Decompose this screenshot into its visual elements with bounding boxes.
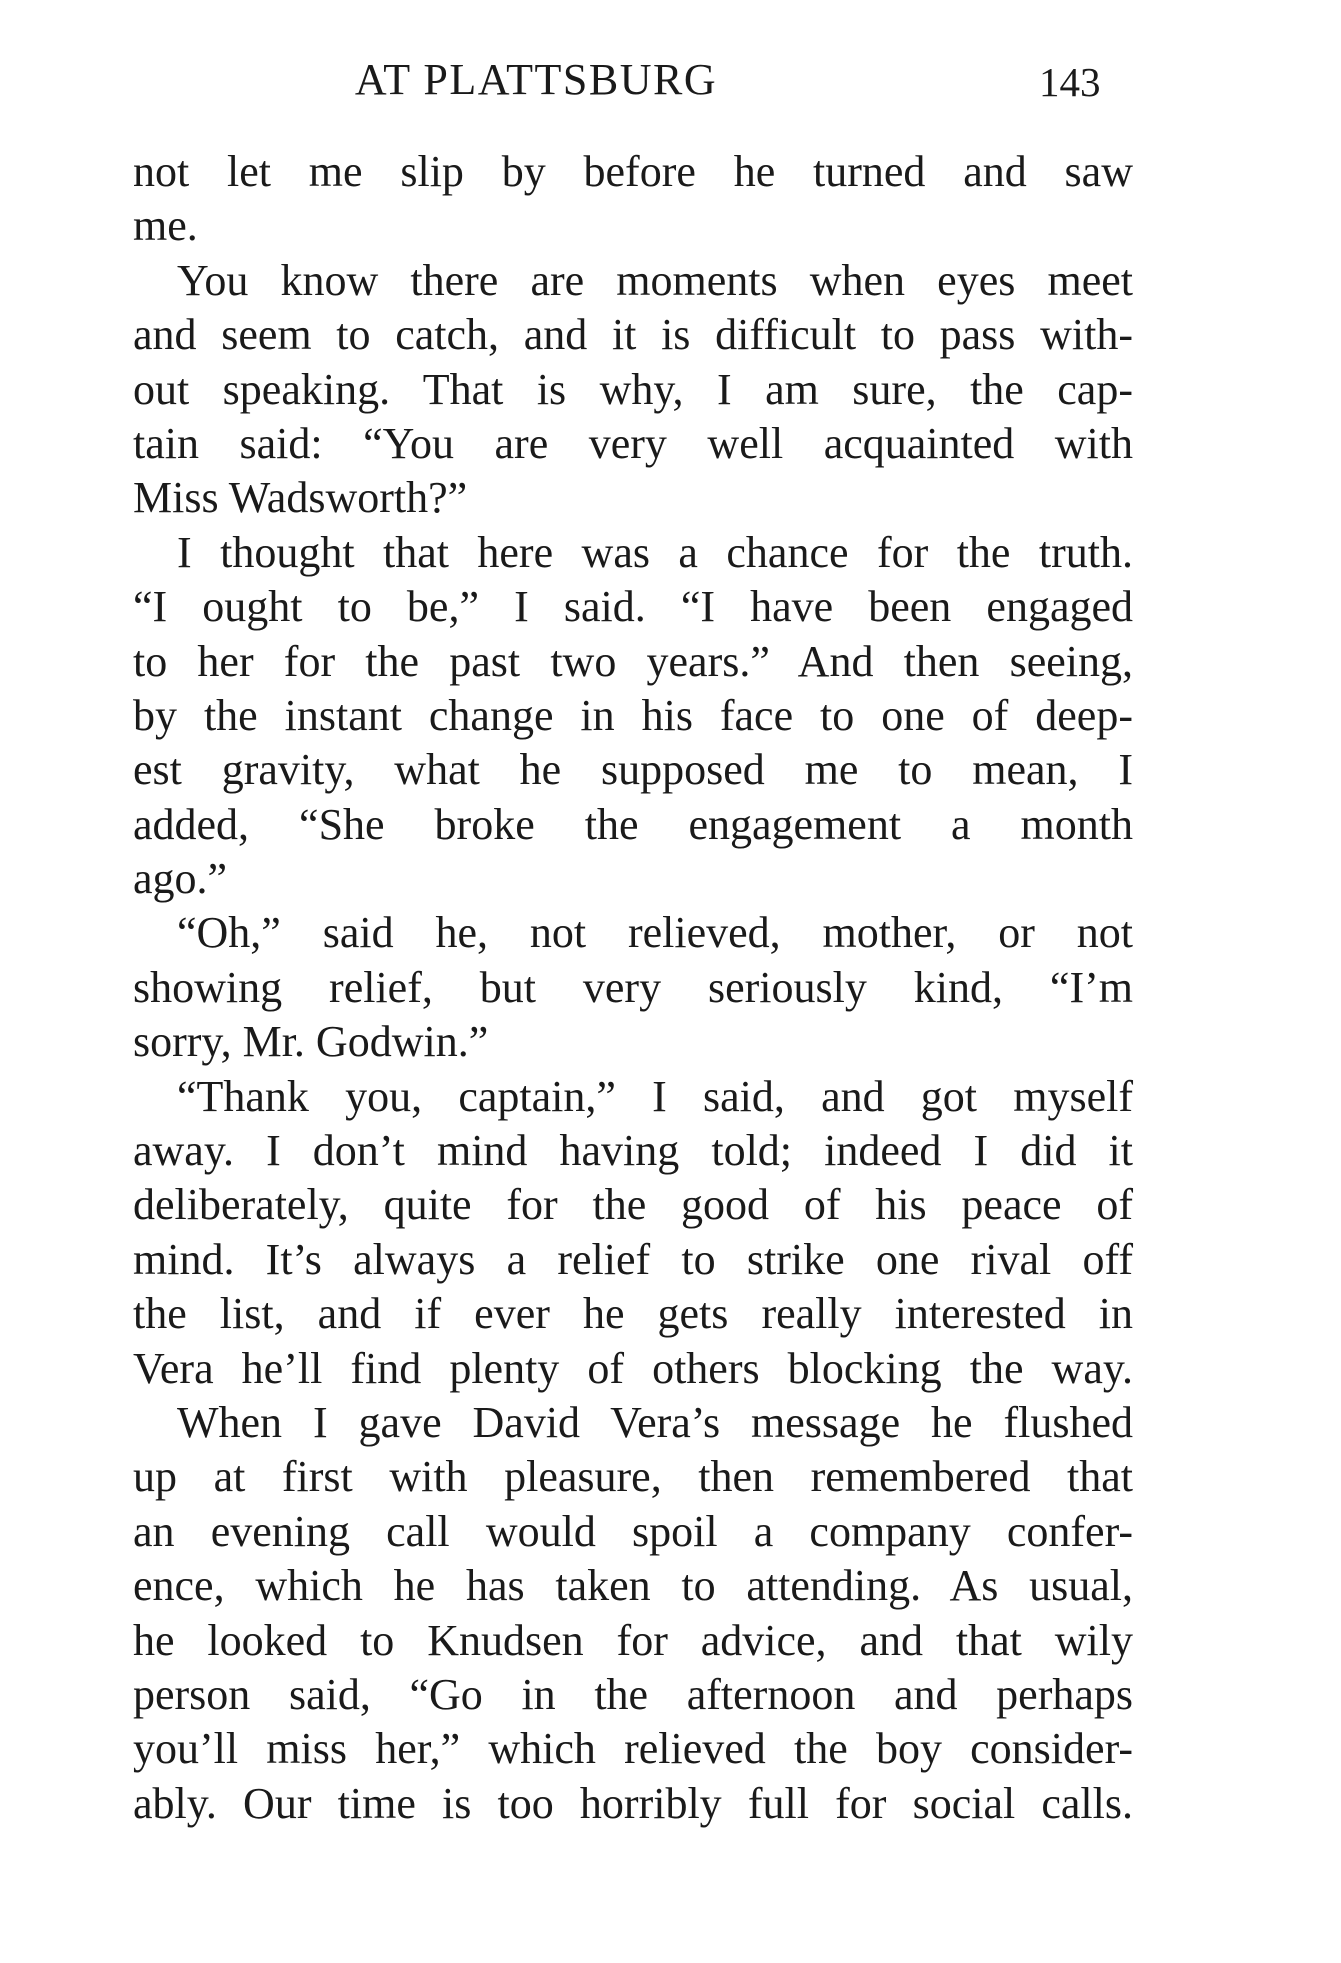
text-line: person said, “Go in the afternoon and perhaps <box>133 1669 1133 1719</box>
text-line: You know there are moments when eyes meet <box>177 255 1133 305</box>
text-line: up at first with pleasure, then remembered that <box>133 1452 1133 1502</box>
text-line: to her for the past two years.” And then seeing, <box>133 636 1133 686</box>
page-number: 143 <box>1039 59 1101 105</box>
text-line: Vera he’ll find plenty of others blocking the way. <box>133 1343 1133 1393</box>
text-line: ably. Our time is too horribly full for social calls. <box>133 1778 1133 1828</box>
running-head <box>133 52 1133 108</box>
text-line: Miss Wadsworth?” <box>133 473 468 523</box>
text-line: me. <box>133 201 198 251</box>
text-line: I thought that here was a chance for the truth. <box>177 527 1133 577</box>
body-text <box>133 145 1133 1831</box>
text-line: tain said: “You are very well acquainted with <box>133 418 1133 468</box>
text-line: out speaking. That is why, I am sure, the cap- <box>133 364 1133 414</box>
text-line: sorry, Mr. Godwin.” <box>133 1017 489 1067</box>
text-line: added, “She broke the engagement a month <box>133 799 1133 849</box>
text-line: showing relief, but very seriously kind, “I’m <box>133 962 1133 1012</box>
text-line: mind. It’s always a relief to strike one rival off <box>133 1234 1133 1284</box>
text-line: est gravity, what he supposed me to mean, I <box>133 745 1133 795</box>
text-line: the list, and if ever he gets really interested in <box>133 1289 1133 1339</box>
text-line: away. I don’t mind having told; indeed I did it <box>133 1126 1133 1176</box>
text-line: deliberately, quite for the good of his peace of <box>133 1180 1133 1230</box>
text-line: an evening call would spoil a company confer- <box>133 1506 1133 1556</box>
text-line: “I ought to be,” I said. “I have been engaged <box>133 582 1133 632</box>
text-line: “Thank you, captain,” I said, and got myself <box>177 1071 1133 1121</box>
text-line: “Oh,” said he, not relieved, mother, or not <box>177 908 1133 958</box>
running-title: AT PLATTSBURG <box>354 55 718 104</box>
text-line: ence, which he has taken to attending. As usual, <box>133 1561 1133 1611</box>
text-line: ago.” <box>133 854 228 904</box>
text-line: he looked to Knudsen for advice, and that wily <box>133 1615 1133 1665</box>
text-line: not let me slip by before he turned and saw <box>133 147 1133 196</box>
text-line: and seem to catch, and it is difficult to pass with- <box>133 310 1133 360</box>
text-line: by the instant change in his face to one of deep- <box>133 690 1133 740</box>
text-line: When I gave David Vera’s message he flushed <box>177 1397 1133 1447</box>
text-line: you’ll miss her,” which relieved the boy consider- <box>133 1724 1133 1774</box>
